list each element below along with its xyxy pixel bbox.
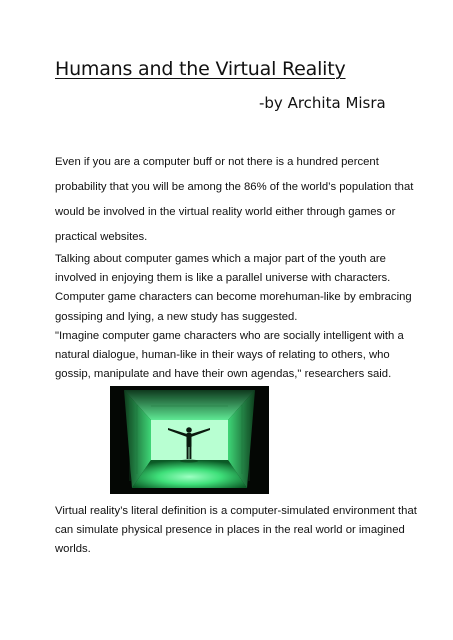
text-line: "Imagine computer game characters who are socially intelligent with a <box>55 329 404 342</box>
text-line: worlds. <box>55 543 91 556</box>
text-line: Even if you are a computer buff or not there is a hundred percent <box>55 156 379 168</box>
text-line: Virtual reality’s literal definition is a computer-simulated environment that <box>55 505 417 517</box>
paragraph-games <box>55 250 412 384</box>
paragraph-intro <box>55 150 413 250</box>
text-line: probability that you will be among the 86% of the world’s population that <box>55 181 414 193</box>
text-line: gossiping and lying, a new study has suggested. <box>55 310 298 323</box>
text-line: gossip, manipulate and have their own agendas," researchers said. <box>55 368 392 381</box>
document-title: Humans and the Virtual Reality <box>55 58 346 80</box>
vr-room-image <box>110 386 269 494</box>
text-line: would be involved in the virtual reality world either through games or <box>55 206 396 218</box>
vr-room-illustration <box>110 386 269 494</box>
text-line: involved in enjoying them is like a parallel universe with characters. <box>55 272 391 285</box>
text-line: natural dialogue, human-like in their ways of relating to others, who <box>55 349 390 362</box>
text-line: practical websites. <box>55 231 148 243</box>
author-byline: -by Archita Misra <box>259 94 386 112</box>
text-line: can simulate physical presence in places in the real world or imagined <box>55 524 405 537</box>
text-line: Computer game characters can become morehuman-like by embracing <box>55 291 412 304</box>
text-line: Talking about computer games which a major part of the youth are <box>55 253 386 265</box>
paragraph-definition <box>55 502 417 560</box>
